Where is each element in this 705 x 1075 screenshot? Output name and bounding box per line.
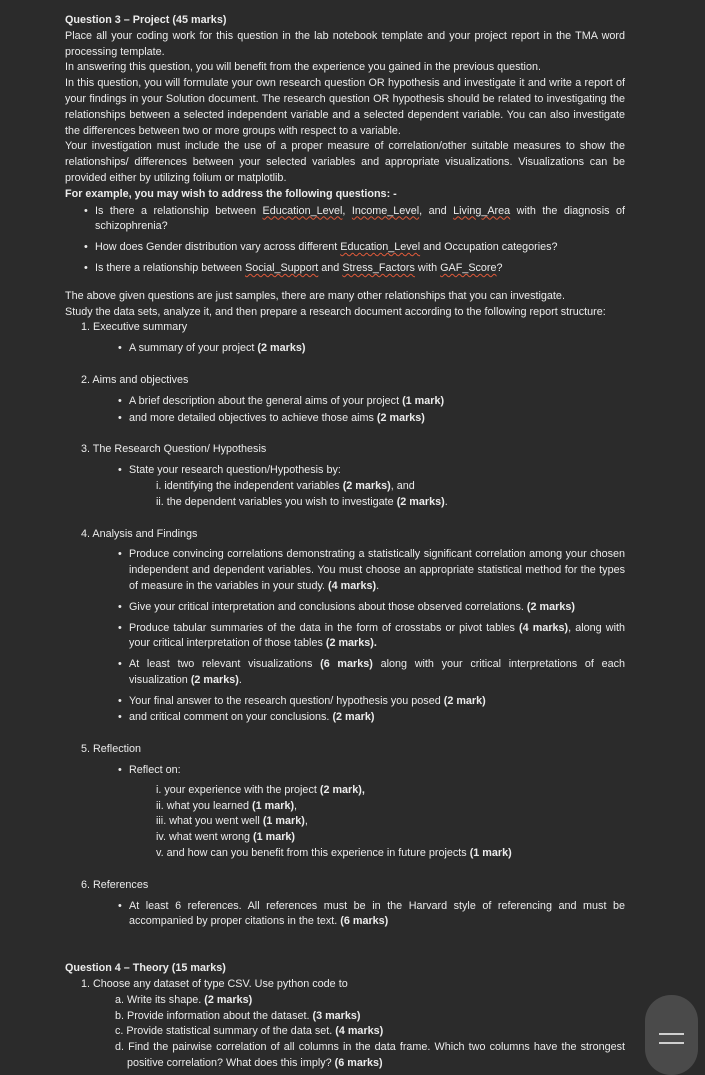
example-heading: For example, you may wish to address the following questions: - bbox=[65, 187, 397, 200]
section-4-bullet-1: • Produce convincing correlations demonstrating a statistically significant correlation among your chosen independent and dependent variables. You must choose an appropriate statistical method for the types of measure in the variables in your study. (4 marks). bbox=[117, 547, 625, 594]
example-question-3: • Is there a relationship between Social_Support and Stress_Factors with GAF_Score? bbox=[83, 261, 625, 277]
document-page bbox=[65, 13, 625, 1072]
q3-title: Question 3 – Project (45 marks) bbox=[65, 14, 227, 26]
q4-item-c: c. Provide statistical summary of the data set. (4 marks) bbox=[115, 1025, 384, 1038]
q3-intro-1: Place all your coding work for this question in the lab notebook template and your project report in the TMA word processing template. bbox=[65, 29, 625, 58]
section-5-bullet: • Reflect on: bbox=[117, 763, 625, 779]
example-question-2: • How does Gender distribution vary across different Education_Level and Occupation categories? bbox=[83, 240, 625, 256]
section-5-item-2: ii. what you learned (1 mark), bbox=[156, 799, 298, 812]
section-3-item-1: i. identifying the independent variables (2 marks), and bbox=[156, 479, 415, 492]
section-4-title: 4. Analysis and Findings bbox=[81, 527, 198, 540]
section-6-title: 6. References bbox=[81, 878, 149, 891]
section-4-bullet-6: • and critical comment on your conclusions. (2 mark) bbox=[117, 710, 625, 726]
menu-icon-line-1 bbox=[659, 1033, 684, 1035]
section-4-bullet-4: • At least two relevant visualizations (6 marks) along with your critical interpretations of each visualization (2 marks). bbox=[117, 657, 625, 689]
section-3-bullet: • State your research question/Hypothesis by: bbox=[117, 463, 625, 479]
section-5-item-4: iv. what went wrong (1 mark) bbox=[156, 831, 296, 844]
section-1-title: 1. Executive summary bbox=[81, 321, 188, 334]
q3-intro-4: Your investigation must include the use of a proper measure of correlation/other suitable measures to show the relationships/ differences between your selected variables and appropriate visualizations. Visualizations can be provided either by utilizing folium or matplotlib. bbox=[65, 140, 625, 184]
section-3-item-2: ii. the dependent variables you wish to investigate (2 marks). bbox=[156, 495, 448, 508]
menu-button[interactable] bbox=[645, 995, 698, 1075]
section-2-title: 2. Aims and objectives bbox=[81, 373, 189, 386]
section-2-bullet-1: • A brief description about the general aims of your project (1 mark) bbox=[117, 394, 625, 410]
example-question-1: • Is there a relationship between Education_Level, Income_Level, and Living_Area with the diagnosis of schizophrenia? bbox=[83, 204, 625, 236]
q3-intro-2: In answering this question, you will benefit from the experience you gained in the previous question. bbox=[65, 61, 541, 74]
section-5-item-5: v. and how can you benefit from this experience in future projects (1 mark) bbox=[156, 847, 512, 860]
after-text-1: The above given questions are just samples, there are many other relationships that you can investigate. bbox=[65, 289, 565, 302]
section-6-bullet: • At least 6 references. All references must be in the Harvard style of referencing and must be accompanied by proper citations in the text. (6 marks) bbox=[117, 899, 625, 931]
section-4-bullet-3: • Produce tabular summaries of the data in the form of crosstabs or pivot tables (4 marks), along with your critical interpretation of those tables (2 marks). bbox=[117, 621, 625, 653]
q4-item-d: d. Find the pairwise correlation of all columns in the data frame. Which two columns have the strongest positive correlation? What does this imply? (6 marks) bbox=[115, 1041, 625, 1070]
after-text-2: Study the data sets, analyze it, and then prepare a research document according to the following report structure: bbox=[65, 305, 606, 318]
section-2-bullet-2: • and more detailed objectives to achieve those aims (2 marks) bbox=[117, 411, 625, 427]
q4-title: Question 4 – Theory (15 marks) bbox=[65, 962, 226, 975]
section-4-bullet-2: • Give your critical interpretation and conclusions about those observed correlations. (2 marks) bbox=[117, 600, 625, 616]
q4-item-a: a. Write its shape. (2 marks) bbox=[115, 993, 253, 1006]
q3-intro-3: In this question, you will formulate your own research question OR hypothesis and investigate it and write a report of your findings in your Solution document. The research question OR hypothesis should be related to investigating the relationships between a selected independent variable and a selected dependent variable. You can also investigate the differences between two or more groups with respect to a variable. bbox=[65, 77, 625, 137]
menu-icon-line-2 bbox=[659, 1042, 684, 1044]
section-5-item-1: i. your experience with the project (2 mark), bbox=[156, 783, 365, 796]
section-5-title: 5. Reflection bbox=[81, 743, 142, 756]
section-1-bullet: • A summary of your project (2 marks) bbox=[117, 341, 625, 357]
q4-item-1: 1. Choose any dataset of type CSV. Use python code to bbox=[81, 978, 348, 991]
section-5-item-3: iii. what you went well (1 mark), bbox=[156, 815, 308, 828]
q4-item-b: b. Provide information about the dataset. (3 marks) bbox=[115, 1009, 361, 1022]
section-4-bullet-5: • Your final answer to the research question/ hypothesis you posed (2 mark) bbox=[117, 694, 625, 710]
section-3-title: 3. The Research Question/ Hypothesis bbox=[81, 443, 267, 456]
